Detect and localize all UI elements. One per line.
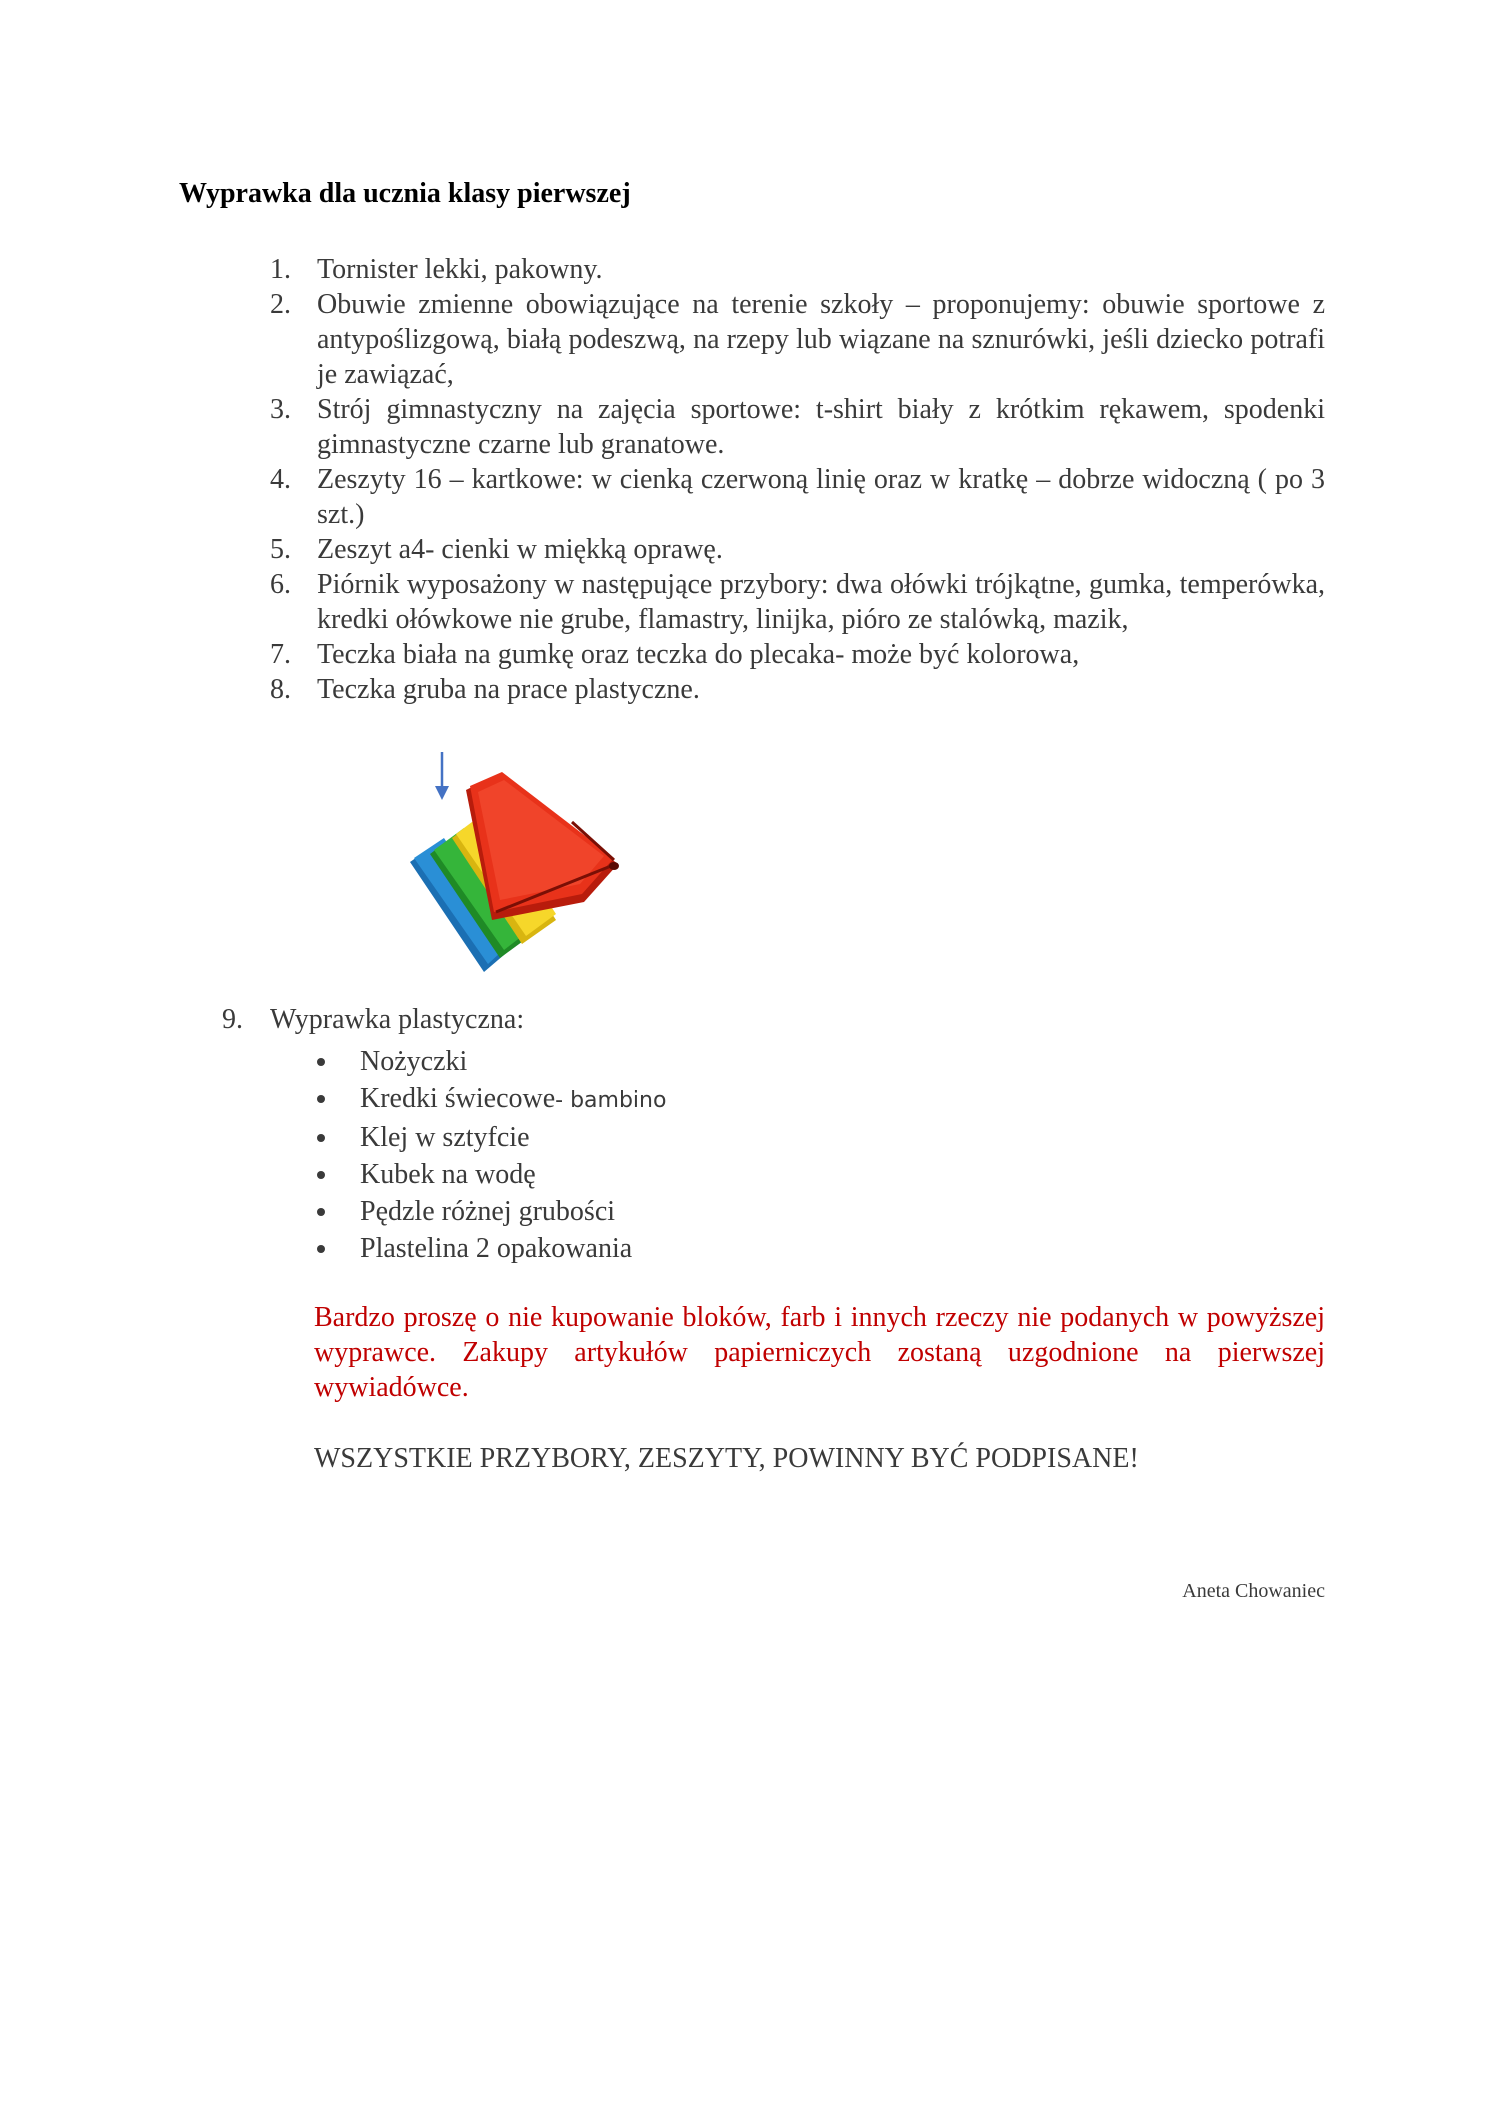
list-item-text: Teczka biała na gumkę oraz teczka do plecaka- może być kolorowa, xyxy=(317,639,1080,670)
purchase-warning: Bardzo proszę o nie kupowanie bloków, farb i innych rzeczy nie podanych w powyższej wyprawce. Zakupy artykułów papierniczych zostaną uzgodnione na pierwszej wywiadówce. xyxy=(314,1302,1325,1403)
page-title: Wyprawka dla ucznia klasy pierwszej xyxy=(179,178,631,209)
list-item-text: Zeszyty 16 – kartkowe: w cienką czerwoną linię oraz w kratkę – dobrze widoczną ( po 3 szt.) xyxy=(317,464,1325,530)
list-item-text: Piórnik wyposażony w następujące przybory: dwa ołówki trójkątne, gumka, temperówka, kredki ołówkowe nie grube, flamastry, linijka, pióro ze stalówką, mazik, xyxy=(317,569,1325,635)
art-supplies-heading xyxy=(222,1002,524,1037)
bullet-item-suffix: - bambino xyxy=(555,1088,667,1113)
list-item xyxy=(312,1230,666,1267)
label-reminder: WSZYSTKIE PRZYBORY, ZESZYTY, POWINNY BYĆ PODPISANE! xyxy=(314,1443,1139,1474)
list-item-text: Zeszyt a4- cienki w miękką oprawę. xyxy=(317,534,723,565)
list-item-number: 6. xyxy=(270,569,291,600)
list-item-number: 5. xyxy=(270,534,291,565)
list-item xyxy=(270,532,1325,567)
down-arrow-icon xyxy=(435,752,449,800)
list-item-number: 1. xyxy=(270,254,291,285)
bullet-item-text: Plastelina 2 opakowania xyxy=(360,1233,633,1264)
list-item xyxy=(312,1119,666,1156)
list-item xyxy=(312,1043,666,1080)
list-item xyxy=(270,252,1325,287)
list-item xyxy=(312,1080,666,1119)
bullet-item-text: Kredki świecowe xyxy=(360,1083,556,1114)
list-item-number: 4. xyxy=(270,464,291,495)
list-item xyxy=(270,462,1325,532)
bullet-item-text: Kubek na wodę xyxy=(360,1159,536,1190)
list-item-text: Tornister lekki, pakowny. xyxy=(317,254,603,285)
supply-list xyxy=(270,252,1325,707)
list-item xyxy=(270,637,1325,672)
bullet-item-text: Pędzle różnej grubości xyxy=(360,1196,616,1227)
list-item-text: Wyprawka plastyczna: xyxy=(270,1004,525,1035)
list-item-number: 8. xyxy=(270,674,291,705)
list-item-number: 7. xyxy=(270,639,291,670)
list-item xyxy=(270,392,1325,462)
list-item-text: Obuwie zmienne obowiązujące na terenie szkoły – proponujemy: obuwie sportowe z antypoślizgową, białą podeszwą, na rzepy lub wiązane na sznurówki, jeśli dziecko potrafi je zawiązać, xyxy=(317,289,1325,390)
stacked-folders-icon xyxy=(410,772,619,972)
folder-illustration xyxy=(400,752,660,974)
bullet-item-text: Nożyczki xyxy=(360,1046,468,1077)
author-signature: Aneta Chowaniec xyxy=(1182,1580,1325,1602)
list-item xyxy=(270,287,1325,392)
list-item xyxy=(312,1193,666,1230)
list-item xyxy=(312,1156,666,1193)
list-item-text: Strój gimnastyczny na zajęcia sportowe: t-shirt biały z krótkim rękawem, spodenki gimnastyczne czarne lub granatowe. xyxy=(317,394,1325,460)
art-supplies-list xyxy=(312,1043,666,1267)
list-item-number: 3. xyxy=(270,394,291,425)
list-item xyxy=(270,567,1325,637)
list-item xyxy=(270,672,1325,707)
list-item-number: 9. xyxy=(222,1004,243,1035)
list-item-number: 2. xyxy=(270,289,291,320)
bullet-item-text: Klej w sztyfcie xyxy=(360,1122,530,1153)
list-item-text: Teczka gruba na prace plastyczne. xyxy=(317,674,700,705)
